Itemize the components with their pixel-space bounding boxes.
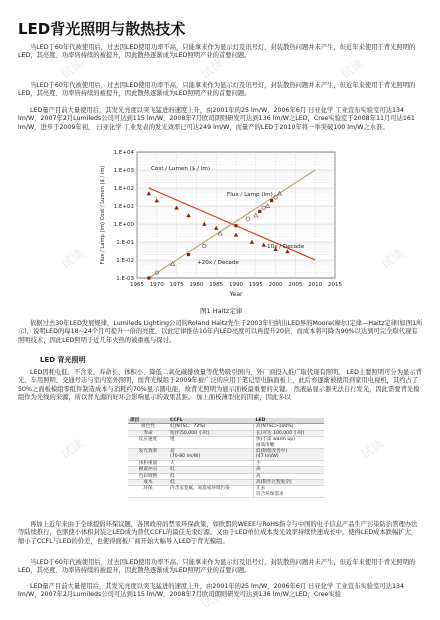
watermark: 试读 xyxy=(58,246,87,272)
table-cell: 短(约50,000 小时) xyxy=(168,430,253,436)
flux-data-point xyxy=(187,253,190,256)
table-row-label: 色彩调整 xyxy=(128,473,168,479)
table-cell: 低 xyxy=(168,480,253,486)
table-cell: 慢 xyxy=(168,437,253,449)
table-row xyxy=(128,449,324,461)
watermark: 试读 xyxy=(58,436,87,462)
table-header: 项目 xyxy=(128,418,168,424)
table-cell: 低(NTSC：72%) xyxy=(168,424,253,430)
table-cell: 高 xyxy=(253,467,324,473)
paragraph: 依据过去30年LED发展规律，Lumileds Lighting公司的Roland Haitz先生于2003年归纳出LED界的Moore(摩尔)定律—Haitz定律(如图1所示)，说明LED的每18~24个月可提升一倍的亮度，以此定律推估10年内LED亮度可以再提升20倍，而成本将可降为90%以达到可完全取代现有照明技术，因此LED照明于近几年火热的被重视与探讨。 xyxy=(18,320,423,344)
flux-data-point xyxy=(270,199,273,202)
paragraph: 再加上近年来由于全球提倡环保议题，各国政府的禁汞环保政策，如欧盟的WEEE与RoHS指令与中国的电子信息产品生产污染防治管理办法等陆续推行，也驱使小体积封装之LED成为替代CCFL的最佳无汞灯源。又由于LED单位成本发光效率持续快速成长中，使得LED成本跌幅扩大，缩小了CCFL与LED的价差，也使得面板厂商开始大幅导入LED于背光模组。 xyxy=(18,521,418,545)
x-axis-label: Year xyxy=(229,291,243,298)
y-tick-label: 1.E+00 xyxy=(113,222,134,228)
paragraph: 当LED于60年代被使用后，过去因LED使用功率不高，只能拿来作为显示灯及讯号灯，封装散热问题并未产生，但近年来使用于背光照明的LED，其亮度、功率皆持续的被提升，因此散热逐渐成为LED照明产业的首要问题。 xyxy=(18,82,416,98)
table-cell: 大 xyxy=(168,460,253,466)
y-axis-label: Flux / Lamp (lm) Cost / Lumen ($ / lm) xyxy=(100,165,106,265)
ccfl-led-comparison-table xyxy=(128,418,324,498)
y-tick-label: 1.E-03 xyxy=(116,276,134,282)
haitz-law-chart xyxy=(95,146,340,306)
x-tick-label: 1985 xyxy=(209,282,224,288)
x-tick-label: 1980 xyxy=(189,282,204,288)
table-row-label: 体积重量 xyxy=(128,460,168,466)
x-tick-label: 2010 xyxy=(308,282,323,288)
table-row-label: 发光效率 xyxy=(128,449,168,461)
x-tick-label: 1970 xyxy=(149,282,164,288)
watermark: 试读 xyxy=(198,586,227,612)
table-cell: 快(不需 warm up) 画质清晰 xyxy=(253,437,324,449)
table-row xyxy=(128,437,324,449)
table-row-label: 成本 xyxy=(128,480,168,486)
flux-data-point xyxy=(258,210,261,213)
y-tick-label: 1.E+01 xyxy=(113,204,134,210)
y-tick-label: 1.E-02 xyxy=(116,258,134,264)
table-row-label: 演色性 xyxy=(128,424,168,430)
chart-annotation: +20x / Decade xyxy=(197,260,239,266)
table-cell: 高 (70-80 lm/W) xyxy=(168,449,253,461)
table-cell: 高 xyxy=(253,473,324,479)
table-cell: 内含汞金属，易造成环境污染 xyxy=(168,486,253,498)
section-heading: LED 背光照明 xyxy=(40,356,86,364)
table-row-label: 耐震冲击 xyxy=(128,467,168,473)
y-tick-label: 1.E+04 xyxy=(113,150,134,156)
x-tick-label: 2000 xyxy=(268,282,283,288)
watermark: 试读 xyxy=(358,436,387,462)
paragraph: LED量产目前大量使用后，其发光亮度以突飞猛进的速度上升，由2001年的25 lm/W，2006年6月 日亚化学 工业宣布实验室可达134 lm/W，2007年2月Lumileds公司可达到115 lm/W，2008年7月欧司朗则研发可达到136 lm/W之LED，Cree实验室于2008年11月可达161 lm/W，进步于2009年初， 日亚化学 工业发表的发光效率已可达249 lm/W，而量产的LED于2010年将一举突破100 lm/W之水准。 xyxy=(18,107,415,131)
flux-data-point xyxy=(147,276,150,279)
table-row-label: 反应速度 xyxy=(128,437,168,449)
chart-annotation: -10x / Decade xyxy=(265,244,305,250)
table-header: CCFL xyxy=(168,418,253,424)
x-tick-label: 1990 xyxy=(229,282,243,288)
x-tick-label: 2005 xyxy=(288,282,303,288)
watermark: 试读 xyxy=(378,246,407,272)
table-row-label: 环保 xyxy=(128,486,168,498)
table-row xyxy=(128,486,324,498)
table-cell: 低 xyxy=(168,467,253,473)
x-tick-label: 1995 xyxy=(248,282,263,288)
y-tick-label: 1.E+02 xyxy=(113,186,134,192)
table-cell: 长(可达 100,000 小时) xyxy=(253,430,324,436)
watermark: 试读 xyxy=(58,56,87,82)
chart-annotation: Flux / Lamp (lm) xyxy=(227,192,273,198)
figure-caption: 图1 Haitz定律 xyxy=(200,307,243,315)
watermark: 试读 xyxy=(338,56,367,82)
paragraph: LED因耗电低、不含汞、寿命长、体积小、降低二氧化碳排放量等优势吸引国内、外厂商投入推广取代现有照明。 LED主要照明可分为显示背光、车用照明、交通号志与室内室外照明，而背光模组于2009年被广泛的应用于笔记型电脑面板上，此后亦逐渐被使用到家用电视机，其约占了50%之面板模组零组件制造成本与消耗约70%显示器电能，故背光照明为显示面板最重要的关键。 然液晶显示器无法自行发光，因此需要背光模组作为光线的来源，所以背光源的好坏会影响显示的效果甚鉅。 加上面板薄型化的因素，因此多以 xyxy=(18,369,422,401)
table-cell: 小 xyxy=(253,460,324,466)
paragraph: 当LED于60年代被使用后，过去因LED使用功率不高，只能拿来作为显示灯及讯号灯，封装散热问题并未产生，但近年来使用于背光照明的LED，其亮度、功率皆持续的被提升，因此散热逐渐成为LED照明产业的首要问题。 xyxy=(18,559,416,575)
table-body xyxy=(128,424,324,498)
table-row-label: 寿命 xyxy=(128,430,168,436)
table-cell: 无汞 符合环保需求 xyxy=(253,486,324,498)
x-tick-label: 1965 xyxy=(130,282,144,288)
watermark: 试读 xyxy=(198,56,227,82)
paragraph: 当LED于60年代被使用后，过去因LED使用功率不高，只能拿来作为显示灯及讯号灯，封装散热问题并未产生，但近年来使用于背光照明的LED，其亮度、功率皆持续的被提升，因此散热逐渐成为LED照明产业的首要问题。 xyxy=(18,44,416,60)
y-tick-label: 1.E+03 xyxy=(113,168,134,174)
paragraph: LED量产目前大量使用后，其发光亮度以突飞猛进的速度上升，由2001年的25 lm/W，2006年6月 日亚化学 工业宣布实验室可达134 lm/W，2007年2月Lumileds公司可达到115 lm/W，2008年7月欧司朗则研发可达到136 lm/W之LED，Cree实验 xyxy=(18,583,405,599)
table-cell: 高(制作过程复杂) xyxy=(253,480,324,486)
x-tick-label: 1975 xyxy=(169,282,184,288)
flux-data-point xyxy=(234,224,237,227)
table-cell: 低 xyxy=(168,473,253,479)
table-cell: 高(NTSC>100%) xyxy=(253,424,324,430)
table-header: LED xyxy=(253,418,324,424)
table-cell: 低(制程改善中) (47 lm/W) xyxy=(253,449,324,461)
chart-annotation: Cost / Lumen ($ / lm) xyxy=(151,166,211,172)
page-title: LED背光照明与散热技术 xyxy=(18,20,186,38)
x-tick-label: 2015 xyxy=(328,282,342,288)
y-tick-label: 1.E-01 xyxy=(116,240,134,246)
